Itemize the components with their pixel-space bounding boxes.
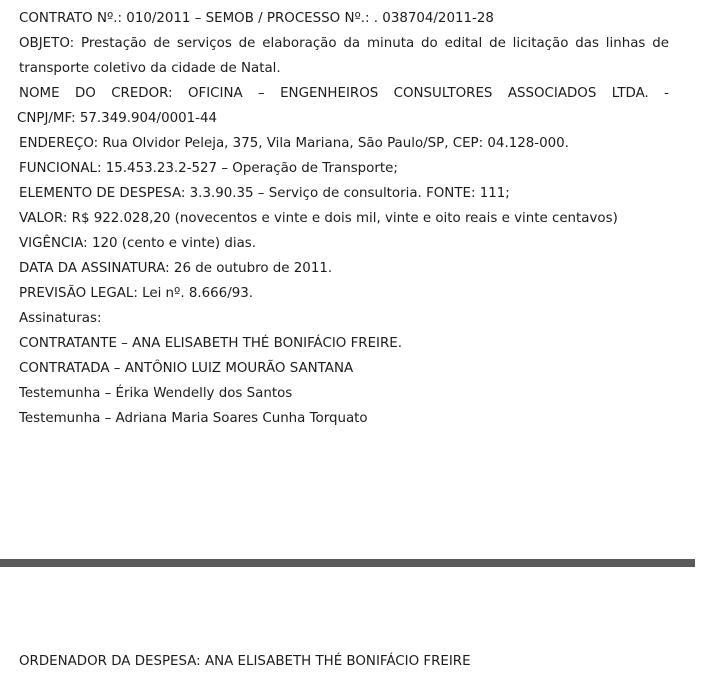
credor-line-1: NOME DO CREDOR: OFICINA – ENGENHEIROS CONSULTORES ASSOCIADOS LTDA. - (19, 86, 669, 101)
contract-header: CONTRATO Nº.: 010/2011 – SEMOB / PROCESSO Nº.: . 038704/2011-28 (19, 11, 494, 26)
testemunha-2: Testemunha – Adriana Maria Soares Cunha Torquato (19, 411, 368, 426)
valor: VALOR: R$ 922.028,20 (novecentos e vinte e dois mil, vinte e oito reais e vinte centavos) (19, 211, 618, 226)
previsao-legal: PREVISÃO LEGAL: Lei nº. 8.666/93. (19, 286, 253, 301)
credor-cnpj: CNPJ/MF: 57.349.904/0001-44 (17, 111, 218, 126)
elemento-despesa: ELEMENTO DE DESPESA: 3.3.90.35 – Serviço de consultoria. FONTE: 111; (19, 186, 510, 201)
data-assinatura: DATA DA ASSINATURA: 26 de outubro de 2011. (19, 261, 333, 276)
objeto-line-1: OBJETO: Prestação de serviços de elaboração da minuta do edital de licitação das linhas de (19, 36, 669, 51)
endereco: ENDEREÇO: Rua Olvidor Peleja, 375, Vila Mariana, São Paulo/SP, CEP: 04.128-000. (19, 136, 569, 151)
contract-extract (19, 6, 669, 431)
section-divider (0, 559, 695, 567)
vigencia: VIGÊNCIA: 120 (cento e vinte) dias. (19, 236, 257, 251)
funcional: FUNCIONAL: 15.453.23.2-527 – Operação de Transporte; (19, 161, 398, 176)
objeto-line-2: transporte coletivo da cidade de Natal. (19, 61, 281, 76)
testemunha-1: Testemunha – Érika Wendelly dos Santos (19, 386, 293, 401)
contratada: CONTRATADA – ANTÔNIO LUIZ MOURÃO SANTANA (19, 361, 354, 376)
ordenador-despesa: ORDENADOR DA DESPESA: ANA ELISABETH THÉ BONIFÁCIO FREIRE (19, 654, 471, 669)
contratante: CONTRATANTE – ANA ELISABETH THÉ BONIFÁCIO FREIRE. (19, 336, 403, 351)
assinaturas-label: Assinaturas: (19, 311, 102, 326)
